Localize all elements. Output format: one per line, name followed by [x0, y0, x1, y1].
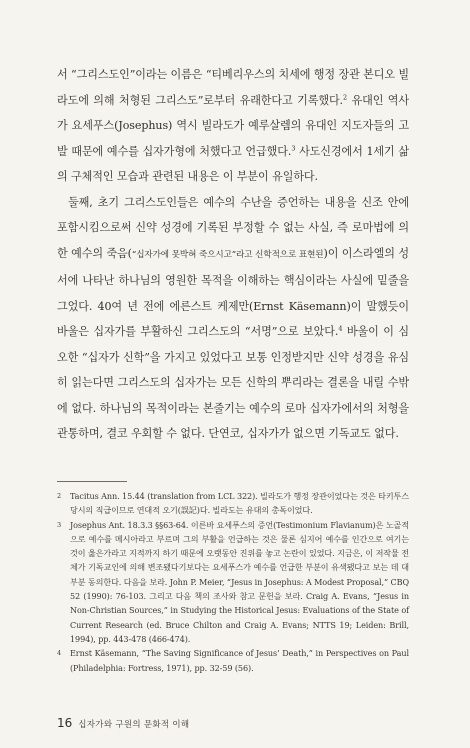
- paragraph-2-text-middle: )이 이스라엘의 성서에 나타난 하나님의 영원한 목적을 이해하는 핵심이라는 사실에 밑줄을 그었다. 40여 년 전에 에른스트 케제만(Ernst Käsemann)이 말했듯이 바울은 십자가를 부활하신 그리스도의 “서명”으로 보았다.: [57, 246, 409, 338]
- paragraph-2-text-after: 바울이 이 심오한 “십자가 신학”을 가지고 있었다고 보통 인정받지만 신약 성경을 유심히 읽는다면 그리스도의 십자가는 모든 신학의 뿌리라는 결론을 내릴 수밖에 없다. 하나님의 목적이라는 본줄기는 예수의 로마 십자가에서의 처형을 관통하며, 결코 우회할 수 없다. 단연코, 십자가가 없으면 기독교도 없다.: [57, 325, 409, 440]
- paragraph-1-text-middle: 유대인 역사가 요세푸스(Josephus) 역시 빌라도가 예루살렘의 유대인 지도자들의 고발 때문에 예수를 십자가형에 처했다고 언급했다.: [57, 93, 410, 158]
- footnote-3: [57, 518, 409, 647]
- footnotes: [57, 489, 409, 675]
- footnote-text: Tacitus Ann. 15.44 (translation from LCL 322). 빌라도가 행정 장관이었다는 것은 타키투스 당시의 직급이므로 연대적 오기(誤記)다. 빌라도는 유대의 총독이었다.: [70, 491, 409, 516]
- footnote-text: Ernst Käsemann, “The Saving Significance of Jesus’ Death,” in Perspectives on Paul (Philadelphia: Fortress, 1971), pp. 32-59 (56).: [70, 648, 409, 673]
- footnote-ref-3: 3: [291, 143, 296, 152]
- footnote-4: [57, 646, 409, 675]
- footnote-number: 2: [57, 492, 62, 500]
- paragraph-2-text-before: 둘째, 초기 그리스도인들은 예수의 수난을 증언하는 내용을 신조 안에 포함시킴으로써 신약 성경에 기록된 부정할 수 없는 사실, 즉 로마법에 의한 예수의 죽음(: [57, 195, 409, 260]
- page-number: 16: [57, 716, 73, 730]
- paragraph-1-text-after: 사도신경에서 1세기 삶의 구체적인 모습과 관련된 내용은 이 부분이 유일하다.: [57, 144, 409, 183]
- footnote-ref-4: 4: [338, 324, 343, 333]
- footnote-divider: [57, 481, 127, 482]
- page-footer: [57, 716, 189, 730]
- running-title: 십자가와 구원의 문화적 이해: [78, 720, 190, 730]
- main-text: [57, 62, 409, 447]
- footnote-number: 3: [57, 520, 62, 529]
- footnote-2: [57, 489, 409, 518]
- paragraph-1: [57, 62, 409, 190]
- paragraph-2-small-note: “십자가에 못박혀 죽으시고”라고 신학적으로 표현된: [131, 249, 324, 260]
- footnote-ref-2: 2: [343, 92, 348, 101]
- footnote-number: 4: [57, 649, 62, 658]
- footnote-text: Josephus Ant. 18.3.3 §§63-64. 이른바 요세푸스의 증언(Testimonium Flavianum)은 노골적으로 예수를 메시아라고 부르며 그의 부활을 언급하는 것은 물론 심지어 예수를 인간으로 여기는 것이 옳은가라고 지적까지 하기 때문에 오랫동안 진위를 놓고 논란이 있었다. 지금은, 이 저작물 전체가 기독교인에 의해 변조됐다기보다는 요세푸스가 예수를 언급한 부분이 유색됐다고 보는 데 대부분 동의한다. 다음을 보라. John P. Meier, “Jesus in Josephus: A Modest Proposal,” CBQ 52 (1990): 76-103. 그리고 다음 책의 조사와 참고 문헌을 보라. Craig A. Evans, “Jesus in Non-Christian Sources,” in Studying the Historical Jesus: Evaluations of the State of Current Research (ed. Bruce Chilton and Craig A. Evans; NTTS 19; Leiden: Brill, 1994), pp. 443-478 (466-474).: [70, 519, 409, 644]
- paragraph-1-text-before: 서 “그리스도인”이라는 이름은 “티베리우스의 치세에 행정 장관 본디오 빌라도에 의해 처형된 그리스도”로부터 유래한다고 기록했다.: [57, 68, 410, 107]
- paragraph-2: [57, 190, 409, 447]
